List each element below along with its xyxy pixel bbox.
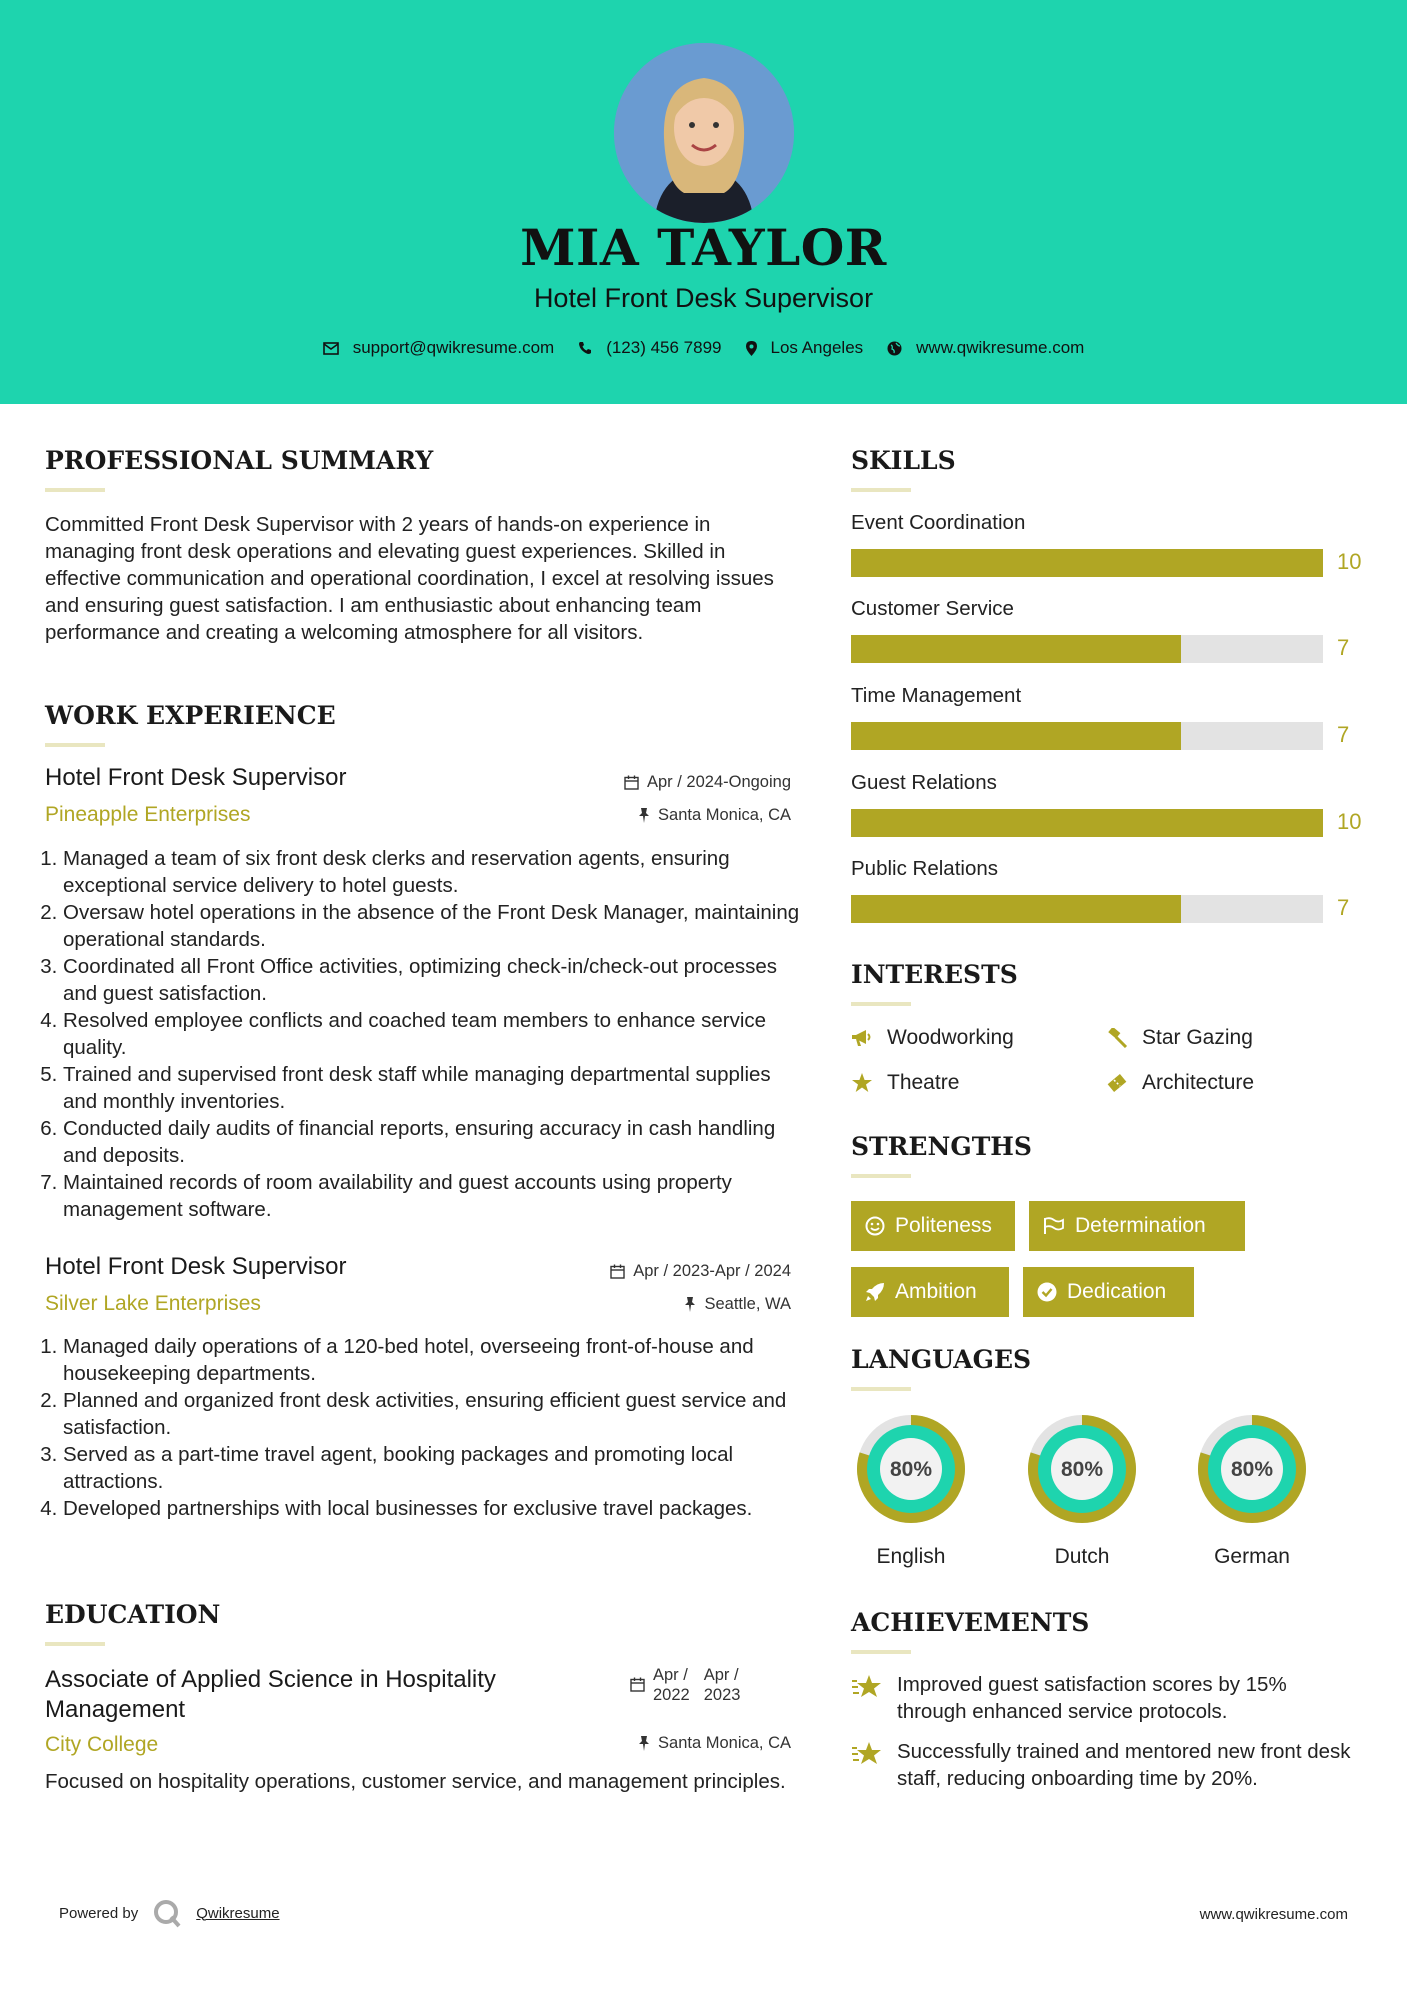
strength-badge [1029, 1201, 1245, 1251]
job-dates-text: Apr / 2024-Ongoing [646, 773, 791, 791]
interests-rule [851, 1002, 911, 1006]
interest-label: Architecture [1142, 1071, 1255, 1094]
calendar-icon [624, 775, 639, 790]
skill-bar-track [851, 895, 1323, 923]
skill-label: Event Coordination [851, 511, 1026, 534]
experience-rule [45, 743, 105, 747]
language-gauge [849, 1407, 973, 1536]
language-percent: 80% [1060, 1458, 1104, 1481]
achievement-text: Successfully trained and mentored new front desk staff, reducing onboarding time by 20%. [897, 1740, 1351, 1790]
list-item: 6. Conducted daily audits of financial reports, ensuring accuracy in cash handling and deposits. [63, 1115, 805, 1169]
megaphone-icon [851, 1028, 873, 1048]
language-donut [1020, 1407, 1144, 1531]
skill-bar-fill [851, 809, 1323, 837]
achievements-rule [851, 1650, 911, 1654]
language-name: English [876, 1545, 946, 1568]
job-company: Pineapple Enterprises [45, 803, 251, 826]
strength-badge [851, 1201, 1015, 1251]
phone-text: (123) 456 7899 [606, 338, 722, 357]
skill-value: 7 [1337, 895, 1350, 920]
list-item: 1. Managed a team of six front desk clerks and reservation agents, ensuring exceptional service delivery to hotel guests. [63, 845, 805, 899]
language-donut [1190, 1407, 1314, 1531]
interest-label: Theatre [887, 1071, 960, 1094]
skills-rule [851, 488, 911, 492]
degree-title [45, 1665, 496, 1725]
contact-phone[interactable] [578, 338, 721, 358]
skill-value: 10 [1337, 809, 1362, 834]
education-rule [45, 1642, 105, 1646]
language-percent: 80% [889, 1458, 933, 1481]
skill-value: 10 [1337, 549, 1362, 574]
job-bullets [45, 1333, 805, 1522]
ticket-icon [1106, 1073, 1128, 1093]
skill-bar-fill [851, 635, 1181, 663]
school-name: City College [45, 1733, 159, 1756]
qwikresume-link[interactable]: Qwikresume [196, 1904, 280, 1922]
strength-label: Determination [1075, 1214, 1206, 1237]
website-text: www.qwikresume.com [916, 338, 1085, 357]
achievement-item [851, 1738, 1351, 1792]
globe-icon [887, 341, 902, 356]
education-dates [630, 1665, 740, 1705]
phone-icon [578, 341, 592, 355]
interest-item [851, 1071, 959, 1095]
job-dates [610, 1262, 791, 1281]
skill-label: Guest Relations [851, 771, 997, 794]
job-company: Silver Lake Enterprises [45, 1292, 261, 1315]
job-location-text: Seattle, WA [704, 1295, 791, 1313]
skill-bar-track [851, 722, 1323, 750]
calendar-icon [630, 1677, 645, 1692]
list-item: 1. Managed daily operations of a 120-bed hotel, overseeing front-of-house and housekeeping departments. [63, 1333, 805, 1387]
pushpin-icon [684, 1297, 696, 1312]
strengths-rule [851, 1174, 911, 1178]
avatar [614, 43, 794, 223]
job-location [684, 1295, 791, 1314]
education-end [704, 1665, 741, 1705]
experience-heading: WORK EXPERIENCE [45, 701, 336, 730]
list-item: 4. Resolved employee conflicts and coached team members to enhance service quality. [63, 1007, 805, 1061]
skill-value: 7 [1337, 635, 1350, 660]
education-start [653, 1665, 690, 1705]
skills-heading: SKILLS [851, 446, 956, 475]
skill-bar-fill [851, 549, 1323, 577]
job-location-text: Santa Monica, CA [658, 806, 791, 824]
education-location-text: Santa Monica, CA [658, 1734, 791, 1752]
location-text: Los Angeles [770, 338, 864, 357]
pushpin-icon [638, 808, 650, 823]
start-year: 2022 [653, 1686, 690, 1704]
education-description: Focused on hospitality operations, customer service, and management principles. [45, 1770, 786, 1793]
job-bullets [45, 845, 805, 1223]
end-month: Apr / [703, 1666, 739, 1684]
list-item: 4. Developed partnerships with local businesses for exclusive travel packages. [63, 1495, 805, 1522]
email-text: support@qwikresume.com [352, 338, 555, 357]
start-month: Apr / [653, 1666, 688, 1684]
interest-label: Star Gazing [1142, 1026, 1253, 1049]
powered-by-text: Powered by [59, 1904, 139, 1922]
achievement-item [851, 1671, 1351, 1725]
flag-icon [1043, 1217, 1065, 1235]
strength-badge [1023, 1267, 1194, 1317]
language-name: Dutch [1054, 1545, 1110, 1568]
interest-label: Woodworking [887, 1026, 1014, 1049]
rocket-icon [865, 1282, 885, 1302]
footer-website[interactable]: www.qwikresume.com [1199, 1906, 1348, 1923]
achievements-heading: ACHIEVEMENTS [851, 1608, 1090, 1637]
skill-label: Time Management [851, 684, 1022, 707]
header-banner [0, 0, 1407, 404]
education-heading: EDUCATION [45, 1600, 221, 1629]
check-circle-icon [1037, 1282, 1057, 1302]
languages-heading: LANGUAGES [851, 1345, 1032, 1374]
award-star-icon [851, 1673, 883, 1701]
envelope-icon [323, 342, 339, 355]
contact-location [746, 338, 864, 358]
contact-email[interactable] [323, 338, 555, 358]
degree-line: Associate of Applied Science in Hospitality [45, 1666, 496, 1693]
contact-bar [0, 338, 1407, 358]
summary-heading: PROFESSIONAL SUMMARY [45, 446, 434, 475]
interest-item [1106, 1026, 1253, 1050]
strength-label: Politeness [895, 1214, 992, 1237]
skill-bar-track [851, 549, 1323, 577]
list-item: 7. Maintained records of room availability and guest accounts using property management software. [63, 1169, 805, 1223]
strength-label: Dedication [1067, 1280, 1167, 1303]
education-location [638, 1734, 791, 1753]
pushpin-icon [638, 1736, 650, 1751]
language-name: German [1214, 1545, 1290, 1568]
star-icon [851, 1073, 873, 1093]
footer-powered-by [59, 1898, 280, 1928]
summary-text: Committed Front Desk Supervisor with 2 years of hands-on experience in managing front desk operations and elevating guest experiences. Skilled in effective communication and operational coordination, I excel at resolving issues and ensuring guest satisfaction. I am enthusiastic about enhancing team performance and creating a welcoming atmosphere for all visitors. [45, 513, 774, 644]
job-dates-text: Apr / 2023-Apr / 2024 [633, 1262, 791, 1280]
candidate-title: Hotel Front Desk Supervisor [533, 283, 874, 313]
list-item: 3. Coordinated all Front Office activities, optimizing check-in/check-out processes and guest satisfaction. [63, 953, 805, 1007]
language-percent: 80% [1230, 1458, 1274, 1481]
job-dates [624, 773, 791, 792]
skill-label: Customer Service [851, 597, 1014, 620]
language-gauge [1020, 1407, 1144, 1536]
contact-website[interactable] [887, 338, 1084, 358]
smile-icon [865, 1216, 885, 1236]
interests-heading: INTERESTS [851, 960, 1018, 989]
language-donut [849, 1407, 973, 1531]
skill-bar-fill [851, 895, 1181, 923]
languages-rule [851, 1387, 911, 1391]
job-title: Hotel Front Desk Supervisor [45, 764, 347, 791]
skill-bar-track [851, 809, 1323, 837]
skill-value: 7 [1337, 722, 1350, 747]
calendar-icon [610, 1264, 625, 1279]
strength-badge [851, 1267, 1009, 1317]
job-location [638, 806, 791, 825]
qwikresume-logo-icon [152, 1898, 182, 1928]
end-year: 2023 [703, 1686, 741, 1704]
strengths-heading: STRENGTHS [851, 1132, 1032, 1161]
language-gauge [1190, 1407, 1314, 1536]
skill-bar-fill [851, 722, 1181, 750]
gavel-icon [1106, 1028, 1128, 1048]
list-item: 3. Served as a part-time travel agent, booking packages and promoting local attractions. [63, 1441, 805, 1495]
award-star-icon [851, 1740, 883, 1768]
achievement-text: Improved guest satisfaction scores by 15% through enhanced service protocols. [897, 1673, 1287, 1723]
map-pin-icon [746, 341, 757, 356]
degree-line: Management [45, 1696, 186, 1723]
list-item: 2. Planned and organized front desk activities, ensuring efficient guest service and satisfaction. [63, 1387, 805, 1441]
summary-rule [45, 488, 105, 492]
skill-bar-track [851, 635, 1323, 663]
candidate-name: MIA TAYLOR [520, 218, 887, 277]
skill-label: Public Relations [851, 857, 998, 880]
list-item: 2. Oversaw hotel operations in the absence of the Front Desk Manager, maintaining operational standards. [63, 899, 805, 953]
profile-photo [614, 43, 794, 223]
strength-label: Ambition [895, 1280, 977, 1303]
list-item: 5. Trained and supervised front desk staff while managing departmental supplies and monthly inventories. [63, 1061, 805, 1115]
interest-item [851, 1026, 1014, 1050]
interest-item [1106, 1071, 1254, 1095]
job-title: Hotel Front Desk Supervisor [45, 1253, 347, 1280]
